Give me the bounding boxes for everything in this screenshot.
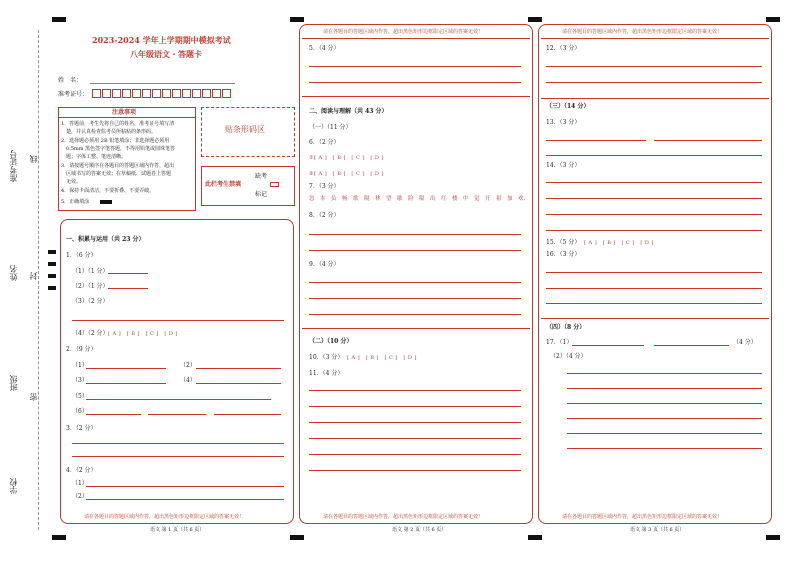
filled-sample-icon xyxy=(100,200,112,204)
answer-line[interactable] xyxy=(567,388,762,389)
answer-panel-3 xyxy=(538,24,772,524)
side-label-seal: 封 xyxy=(29,272,38,280)
answer-line[interactable] xyxy=(309,454,521,455)
question-11: 11．（4 分） xyxy=(309,370,344,377)
binding-line xyxy=(38,30,39,530)
registration-mark xyxy=(766,535,780,540)
question-1-1: （1）（1 分） xyxy=(72,268,109,275)
choice-options[interactable]: ②[ A ] [ B ] [ C ] [ D ] xyxy=(309,171,384,177)
notice-item: 无效。 xyxy=(61,179,82,185)
answer-line[interactable] xyxy=(546,214,762,215)
answer-line[interactable] xyxy=(654,345,729,346)
answer-line[interactable] xyxy=(567,403,762,404)
question-12: 12．（3 分） xyxy=(546,45,581,52)
side-label-name: 姓名 xyxy=(9,265,18,281)
answer-line[interactable] xyxy=(86,399,271,400)
subsection-one: （一）（11 分） xyxy=(309,124,352,131)
side-label-class: 班级 xyxy=(9,375,18,391)
question-7: 7．（3 分） xyxy=(309,183,340,190)
divider xyxy=(302,96,530,97)
absent-line1: 缺考 xyxy=(255,173,268,180)
answer-line[interactable] xyxy=(546,198,762,199)
answer-line[interactable] xyxy=(309,234,521,235)
answer-line[interactable] xyxy=(309,438,521,439)
answer-line[interactable] xyxy=(567,433,762,434)
page-footer: 语文 第 3 页（共 6 页） xyxy=(630,527,685,533)
answer-panel-2 xyxy=(299,24,533,524)
answer-panel-1 xyxy=(60,219,294,524)
answer-line[interactable] xyxy=(567,448,762,449)
side-label-id: 准考证号 xyxy=(9,150,18,182)
answer-line[interactable] xyxy=(309,406,521,407)
subsection-three: （三）（14 分） xyxy=(546,103,590,110)
question-17: 17．（1） xyxy=(546,339,573,346)
registration-mark xyxy=(766,17,780,22)
notice-item: 楚，并认真检查监考员所粘贴的条形码。 xyxy=(61,129,157,135)
answer-line[interactable] xyxy=(309,390,521,391)
timing-mark xyxy=(48,250,56,254)
notice-item: 4．保持卡面清洁，不要折叠、不要弄破。 xyxy=(61,188,155,194)
timing-mark xyxy=(48,274,56,278)
answer-line[interactable] xyxy=(72,456,284,457)
notice-item: 区域书写的答案无效；在草稿纸、试题卷上答题 xyxy=(61,171,172,177)
barcode-label: 贴条形码区 xyxy=(225,125,265,134)
question-4-2: （2） xyxy=(72,493,88,500)
question-8: 8．（2 分） xyxy=(309,212,340,219)
id-label: 准考证号： xyxy=(58,91,89,98)
exam-subtitle: 八年级语文・答题卡 xyxy=(130,49,202,59)
page-footer: 语文 第 1 页（共 6 页） xyxy=(150,527,205,533)
question-1-3: （3）（2 分） xyxy=(72,298,109,305)
answer-line[interactable] xyxy=(86,499,284,500)
choice-options[interactable]: [ A ] [ B ] [ C ] [ D ] xyxy=(347,355,417,361)
name-label: 姓 名： xyxy=(58,77,83,84)
question-17-score: （4 分） xyxy=(733,339,757,346)
warning-rule xyxy=(541,38,769,39)
answer-line[interactable] xyxy=(546,82,762,83)
question-2: 2．（9 分） xyxy=(66,346,97,353)
warning-rule xyxy=(302,38,530,39)
registration-mark xyxy=(528,17,542,22)
notice-title: 注意事项 xyxy=(112,109,137,116)
registration-mark xyxy=(52,535,66,540)
answer-line[interactable] xyxy=(214,414,281,415)
question-2-1: （1） xyxy=(72,362,88,369)
absent-line2: 标记 xyxy=(255,191,268,198)
notice-item: 1．答题前，考生先将自己的姓名，准考证号填写清 xyxy=(61,121,175,127)
answer-line[interactable] xyxy=(546,155,762,156)
question-3: 3．（2 分） xyxy=(66,425,97,432)
answer-line[interactable] xyxy=(148,414,206,415)
question-1-2: （2）（1 分） xyxy=(72,283,109,290)
notice-item: 0.5mm 黑色签字笔答题，不得用铅笔或圆珠笔答 xyxy=(61,146,176,152)
question-13: 13．（3 分） xyxy=(546,119,581,126)
page-footer: 语文 第 2 页（共 6 页） xyxy=(392,527,447,533)
warning-text: 请在各题目的答题区域内作答，超出黑色矩形边框限定区域的答案无效！ xyxy=(84,514,245,520)
exam-title: 2023-2024 学年上学期期中模拟考试 xyxy=(92,35,231,45)
timing-mark xyxy=(48,286,56,290)
question-1-4: （4）（2 分） xyxy=(72,330,109,337)
warning-text: 请在各题目的答题区域内作答，超出黑色矩形边框限定区域的答案无效！ xyxy=(323,514,484,520)
answer-line[interactable] xyxy=(309,298,521,299)
question-2-6: （6） xyxy=(72,408,88,415)
notice-item: 3．请按题号顺序在各题目的答题区域内作答，超出 xyxy=(61,163,175,169)
choice-options[interactable]: ①[ A ] [ B ] [ C ] [ D ] xyxy=(309,155,384,161)
question-1: 1．（6 分） xyxy=(66,252,97,259)
subsection-two: （二）（10 分） xyxy=(309,338,353,345)
answer-line[interactable] xyxy=(546,140,646,141)
answer-line[interactable] xyxy=(86,368,166,369)
question-14: 14．（3 分） xyxy=(546,162,581,169)
answer-line[interactable] xyxy=(108,273,148,274)
answer-line[interactable] xyxy=(196,368,281,369)
registration-mark xyxy=(52,17,66,22)
id-boxes[interactable] xyxy=(92,89,232,98)
answer-line[interactable] xyxy=(567,418,762,419)
answer-line[interactable] xyxy=(572,345,644,346)
answer-line[interactable] xyxy=(309,82,521,83)
name-input[interactable] xyxy=(90,83,235,84)
divider xyxy=(541,98,769,99)
choice-options[interactable]: [ A ] [ B ] [ C ] [ D ] xyxy=(108,331,178,337)
question-4-1: （1） xyxy=(72,480,88,487)
answer-line[interactable] xyxy=(546,230,762,231)
notice-item: 5．正确填涂 xyxy=(61,199,90,205)
answer-line[interactable] xyxy=(546,288,762,289)
subsection-four: （四）（8 分） xyxy=(546,324,586,331)
question-4: 4．（2 分） xyxy=(66,467,97,474)
absent-checkbox[interactable] xyxy=(270,182,279,187)
answer-line[interactable] xyxy=(309,66,521,67)
answer-line[interactable] xyxy=(72,443,284,444)
answer-line[interactable] xyxy=(86,383,166,384)
answer-line[interactable] xyxy=(196,383,281,384)
answer-line[interactable] xyxy=(108,288,148,289)
question-16: 16．（3 分） xyxy=(546,251,581,258)
absent-label: 此栏考生禁填 xyxy=(205,181,242,188)
answer-line[interactable] xyxy=(654,140,762,141)
notice-item: 题；字体工整、笔迹清晰。 xyxy=(61,154,127,160)
question-2-5: （5） xyxy=(72,393,88,400)
question-6: 6．（2 分） xyxy=(309,139,340,146)
registration-mark xyxy=(290,535,304,540)
timing-mark xyxy=(48,262,56,266)
answer-line[interactable] xyxy=(567,373,762,374)
answer-line[interactable] xyxy=(86,486,284,487)
registration-mark xyxy=(528,535,542,540)
side-label-secret: 密 xyxy=(29,393,38,401)
warning-text: 请在各题目的答题区域内作答，超出黑色矩形边框限定区域的答案无效！ xyxy=(323,29,484,35)
section-two-title: 二、阅读与理解（共 43 分） xyxy=(309,108,388,115)
side-label-line: 线 xyxy=(29,155,38,163)
question-2-4: （4） xyxy=(180,377,196,384)
answer-line[interactable] xyxy=(309,422,521,423)
answer-line[interactable] xyxy=(309,314,521,315)
answer-line[interactable] xyxy=(546,303,762,304)
choice-options[interactable]: [ A ] [ B ] [ C ] [ D ] xyxy=(584,240,654,246)
question-2-2: （2） xyxy=(180,362,196,369)
question-9: 9．（4 分） xyxy=(309,261,340,268)
answer-line[interactable] xyxy=(309,470,521,471)
answer-line[interactable] xyxy=(546,272,762,273)
question-17-2: （2）（4 分） xyxy=(550,353,587,360)
answer-line[interactable] xyxy=(86,414,141,415)
registration-mark xyxy=(290,17,304,22)
answer-line[interactable] xyxy=(309,282,521,283)
question-15: 15．（5 分） xyxy=(546,239,581,246)
answer-line[interactable] xyxy=(72,320,284,321)
section-one-title: 一、积累与运用（共 23 分） xyxy=(66,236,145,243)
warning-text: 请在各题目的答题区域内作答，超出黑色矩形边框限定区域的答案无效！ xyxy=(562,29,723,35)
side-label-school: 学校 xyxy=(9,478,18,494)
divider xyxy=(302,328,530,329)
question-7-characters: 忽 本 负 畅 歌 隔 林 望 歇 险 隘 出 红 楼 中 觉 开 祖 加 欢． xyxy=(309,196,530,202)
question-5: 5．（4 分） xyxy=(309,45,340,52)
question-10: 10．（3 分） xyxy=(309,354,344,361)
answer-line[interactable] xyxy=(546,66,762,67)
notice-item: 2．选择题必须用 2B 铅笔填涂；非选择题必须用 xyxy=(61,138,170,144)
answer-line[interactable] xyxy=(309,250,521,251)
question-2-3: （3） xyxy=(72,377,88,384)
divider xyxy=(541,318,769,319)
answer-line[interactable] xyxy=(546,182,762,183)
warning-text: 请在各题目的答题区域内作答，超出黑色矩形边框限定区域的答案无效！ xyxy=(562,514,723,520)
